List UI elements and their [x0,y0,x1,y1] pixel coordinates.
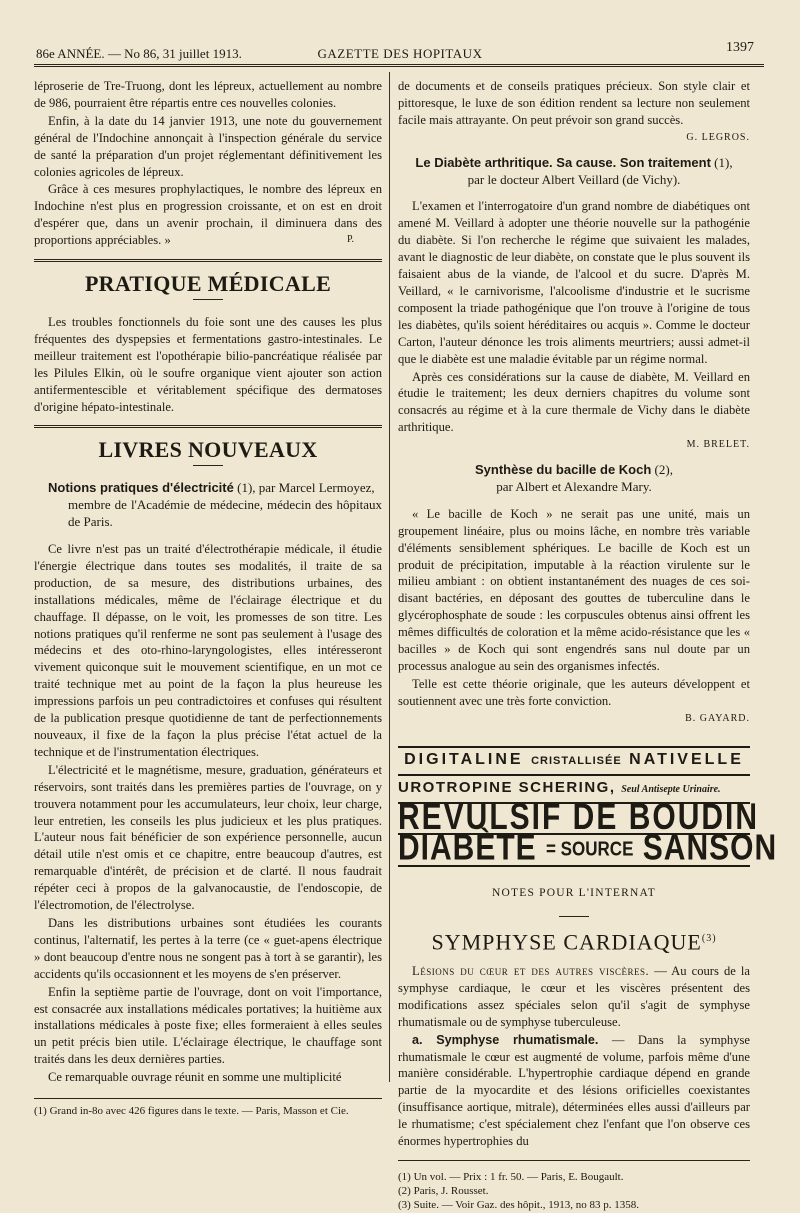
footnote: (2) Paris, J. Rousset. [398,1184,489,1197]
ad-rule [398,746,750,748]
journal-title: GAZETTE DES HOPITAUX [317,46,483,61]
book-author: par Marcel Lermoyez, [258,480,375,496]
body-paragraph: L'examen et l'interrogatoire d'un grand nombre de diabétiques ont amené M. Veillard à adopter une théorie nouvelle sur la pathogénie du diabète. Si l'on recherche le régime que suivaient les malades, avant le diagnostic de leur diabète, on constate que le plus souvent ils faisaient abus de la viande, de l'alcool et du sucre. D'après M. Veillard, « le carnivorisme, l'alcoolisme d'industrie et le sucrisme composent la triade pathogénique que l'on trouve à l'origine de tous les diabètes, qu'ils soient héréditaires ou acquis ». Comme le docteur Carton, l'auteur dénonce les trois aliments meurtriers; aussi admet-il que le diabète est une maladie évitable par un régime normal. [398,199,750,366]
section-title-pratique: PRATIQUE MÉDICALE [84,271,332,297]
header-rule [34,64,764,70]
footnote-ref: (2), [654,462,673,478]
body-paragraph: léproserie de Tre-Truong, dont les lépreux, actuellement au nombre de 986, pourraient être répartis entre ces nouvelles colonies. [34,79,382,110]
body-paragraph: Enfin la septième partie de l'ouvrage, dont on voit l'importance, est consacrée aux installations médicales portatives; la huitième aux installations médicales à poste fixe; elles formeraient à elles seules un petit précis bien utile. L'éclairage électrique, le chauffage sont traités dans les deux dernières parties. [34,984,382,1067]
body-paragraph [398,963,750,1031]
left-column [34,78,382,1119]
book-title: Notions pratiques d'électricité [48,480,234,496]
ad-text: DIGITALINE [404,750,524,768]
body-paragraph: Ce livre n'est pas un traité d'électrothérapie médicale, il étudie l'énergie électrique dans toutes ses modalités, il traite de sa production, de sa mesure, des distributions urbaines, des installations médicales, même de l'éclairage électrique et du chauffage. Il dépasse, on le voit, les promesses de son titre. Les notions pratiques qu'il renferme ne sont pas seulement à l'usage des médecins et des oto-rhino-laryngologistes, elles intéresseront vivement quiconque suit le mouvement scientifique, en un mot ce traité technique met au point de la façon la plus heureuse les impressions parfois un peu contradictoires et confuses qui résultent de la publication presque quotidienne de tant de perfectionnements nouveaux, il fixe de la façon la plus précise l'état actuel de la technique et de l'instrumentation électriques. [34,542,382,759]
title-rule [559,916,589,917]
running-header [36,40,764,64]
ad-text: = SOURCE [546,837,634,861]
title-rule [193,299,223,300]
section-title-symphyse [398,929,750,955]
ad-text: DIABÈTE [398,828,537,869]
article-title: Le Diabète arthritique. Sa cause. Son traitement [415,154,711,170]
title-text: SYMPHYSE CARDIAQUE [431,929,702,955]
body-paragraph: Enfin, à la date du 14 janvier 1913, une note du gouvernement général de l'Indochine annonçait à l'inspection générale du service de santé la préparation d'un projet réglementant définitivement les colonies agricoles de lépreux. [34,113,382,179]
ad-text: Seul Antisepte Urinaire. [621,783,721,795]
body-paragraph: de documents et de conseils pratiques précieux. Son style clair et pittoresque, le luxe de son édition rendent sa lecture non seulement facile mais attrayante. On peut prévoir son grand succès. [398,79,750,127]
paragraph-text: — Au cours de la symphyse cardiaque, le cœur et les viscères présentent des modifications assez spéciales selon qu'il s'agit de symphyse rhumatismale ou de symphyse tuberculeuse. [398,964,750,1029]
footnote-ref: (1), [714,154,733,170]
subsection-label: a. Symphyse rhumatismale. [412,1032,599,1047]
title-rule [193,465,223,466]
ad-text: UROTROPINE SCHERING, [398,778,616,796]
article-heading [398,462,750,496]
page-number: 1397 [726,40,754,55]
article-title: Synthèse du bacille de Koch [475,462,652,478]
footnote: (1) Un vol. — Prix : 1 fr. 50. — Paris, E. Bougault. [398,1170,624,1183]
paragraph-text: — Dans la symphyse rhumatismale le cœur est augmenté de volume, parfois même d'une manière considérable. L'hypertrophie cardiaque dépend en grande partie de la myocardite et des lésions orificielles coexistantes (insuffisance aortique, mitrale), déterminées elles aussi d'ailleurs par le rhumatisme; c'est spécialement chez l'enfant que l'on observe ces énormes hypertrophies du [398,1032,750,1149]
body-paragraph: L'électricité et le magnétisme, mesure, graduation, générateurs et réservoirs, sont traités dans les premières parties de l'ouvrage, on y trouvera notamment pour les accumulateurs, leur choix, leur charge, leur entretien, les conseils les plus judicieux et les plus pratiques. L'auteur nous fait bénéficier de son expérience personnelle, aucun détail utile n'est omis et ce chapitre, entre beaucoup d'autres, est remarquable d'intérêt, de précision et de clarté. Il nous faudrait répéter ceci à propos de la galvanocaustie, de l'endoscopie, de l'électromotion, de l'électrolyse. [34,762,382,913]
body-paragraph: Dans les distributions urbaines sont étudiées les courants continus, l'alternatif, les pertes à la terre (ce « guet-apens électrique » dont beaucoup d'entre nous ne songent pas à tort à se garantir), les accidents qu'ils occasionnent et les moyens de s'en préserver. [34,915,382,981]
article-author: par le docteur Albert Veillard (de Vichy). [467,171,681,187]
body-paragraph [34,181,382,249]
section-heading-internat: NOTES POUR L'INTERNAT [492,886,656,899]
footnote: (3) Suite. — Voir Gaz. des hôpit., 1913, no 83 p. 1358. [398,1198,639,1211]
section-title-livres: LIVRES NOUVEAUX [98,437,318,463]
paragraph-text: Grâce à ces mesures prophylactiques, le nombre des lépreux en Indochine n'est plus en progression croissante, et on est en droit d'espérer que, dans un avenir prochain, il diminuera dans des proportions appréciables. » [34,182,382,248]
section-rule [34,259,382,262]
author-signature: B. GAYARD. [685,712,750,724]
article-heading [398,155,750,189]
body-paragraph: « Le bacille de Koch » ne serait pas une unité, mais un groupement linéaire, plus ou moins lâche, en nombre très variable d'éléments sensiblement sphériques. Le bacille de Koch est un produit de précipitation, imputable à la réaction virulente sur le milieu ambiant : on obtient instantanément des nuages de ces soi-disant bactéries, en déposant des gouttes de tuberculine dans le glycérophosphate de soude : les corpuscules obtenus ainsi offrent les mêmes difficultés de coloration et la même acido-résistance que les « bacilles » de Koch qui sont engendrés sans nul doute par un processus analogue au sein des organismes infectés. [398,506,750,673]
body-paragraph: Après ces considérations sur la cause de diabète, M. Veillard en étudie le traitement; les deux derniers chapitres du volume sont consacrés au régime et à la cure thermale de Vichy dans le diabète arthritique. [398,369,750,435]
column-divider [389,72,390,1082]
ad-diabete-sanson [398,828,778,869]
body-paragraph: Telle est cette théorie originale, que les auteurs développent et soutiennent avec une très forte conviction. [398,676,750,708]
footnote-ref: (3) [701,932,717,944]
right-column [398,78,778,1213]
body-paragraph: Les troubles fonctionnels du foie sont une des causes les plus fréquentes des dyspepsies et fermentations gastro-intestinales. Le meilleur traitement est l'opothérapie bilio-pancréatique réalisée par les Pilules Elkin, où le soufre organique vient ajouter son action antifermentescible et véritablement spécifique des dermatoses d'origine hépato-intestinale. [34,314,382,414]
body-paragraph: Ce remarquable ouvrage réunit en somme une multiplicité [48,1070,342,1085]
ad-text: SANSON [642,828,778,869]
ad-digitaline [398,750,750,772]
body-paragraph [398,1032,750,1150]
book-author-affiliation: membre de l'Académie de médecine, médecin des hôpitaux de Paris. [68,497,382,530]
footnote-rule [34,1098,382,1099]
footnote: (1) Grand in-8o avec 426 figures dans le texte. — Paris, Masson et Cie. [34,1105,349,1118]
lead-smallcaps: Lésions du cœur et des autres viscères. [412,964,650,979]
ad-text: CRISTALLISÉE [531,754,622,767]
author-signature: P. [347,234,354,246]
footnote-rule [398,1160,750,1161]
ad-revulsif: REVULSIF DE BOUDIN [398,797,760,839]
article-author: par Albert et Alexandre Mary. [496,478,652,494]
book-heading [34,480,382,531]
ad-rule [398,774,750,776]
section-rule [34,425,382,428]
author-signature: M. BRELET. [686,439,750,451]
issue-info: 86e ANNÉE. — No 86, 31 juillet 1913. [36,46,242,61]
footnote-ref: (1), [237,480,256,496]
author-signature: G. LEGROS. [686,131,750,143]
advertisement-block [398,738,778,875]
ad-text: NATIVELLE [629,750,744,768]
